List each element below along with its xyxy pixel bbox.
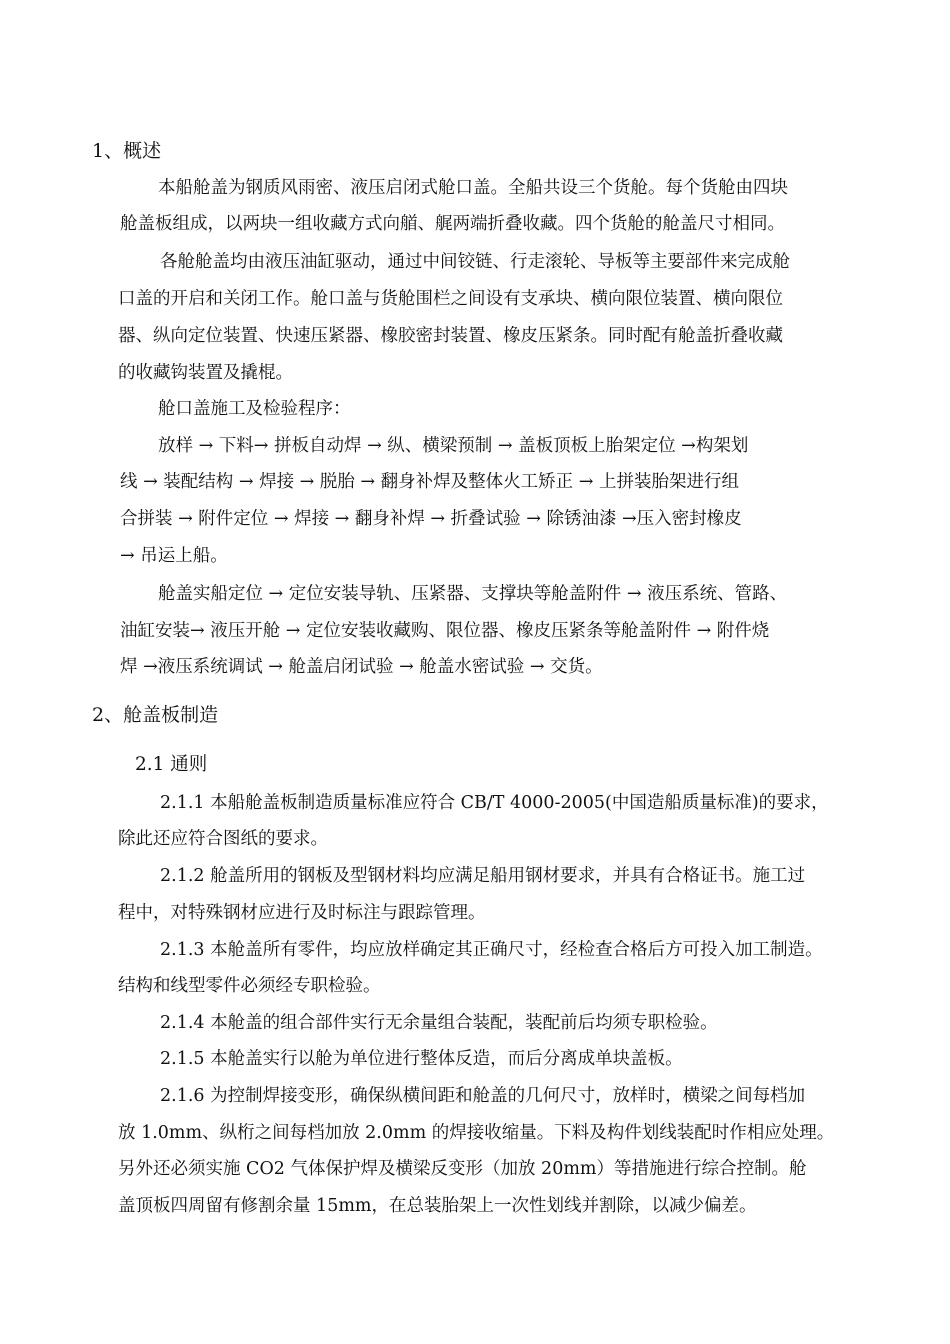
paragraph-line: 舱口盖施工及检验程序： [158,399,351,419]
paragraph-line: 2.1.5 本舱盖实行以舱为单位进行整体反造，而后分离成单块盖板。 [160,1049,683,1069]
process-flow-line: 线 → 装配结构 → 焊接 → 脱胎 → 翻身补焊及整体火工矫正 → 上拼装胎架进行组 [120,472,739,492]
paragraph-line: 另外还必须实施 CO2 气体保护焊及横梁反变形（加放 20mm）等措施进行综合控制。舱 [118,1159,807,1179]
paragraph-line: 2.1.2 舱盖所用的钢板及型钢材料均应满足船用钢材要求，并具有合格证书。施工过 [160,866,806,886]
paragraph-line: 结构和线型零件必须经专职检验。 [118,976,381,996]
paragraph-line: 2.1.6 为控制焊接变形，确保纵横间距和舱盖的几何尺寸，放样时，横梁之间每档加 [160,1086,806,1106]
paragraph-line: 2.1.3 本舱盖所有零件，均应放样确定其正确尺寸，经检查合格后方可投入加工制造。 [160,940,823,960]
paragraph-line: 器、纵向定位装置、快速压紧器、橡胶密封装置、橡皮压紧条。同时配有舱盖折叠收藏 [118,326,783,346]
subsection-2-1-heading: 2.1 通则 [135,754,208,775]
process-flow-line: 合拼装 → 附件定位 → 焊接 → 翻身补焊 → 折叠试验 → 除锈油漆 →压入密封橡皮 [120,509,742,529]
paragraph-line: 舱盖板组成，以两块一组收藏方式向艏、艉两端折叠收藏。四个货舱的舱盖尺寸相同。 [120,214,785,234]
paragraph-line: 本船舱盖为钢质风雨密、液压启闭式舱口盖。全船共设三个货舱。每个货舱由四块 [158,178,788,198]
process-flow-line: 放样 → 下料→ 拼板自动焊 → 纵、横梁预制 → 盖板顶板上胎架定位 →构架划 [158,436,749,456]
paragraph-line: 放 1.0mm、纵桁之间每档加放 2.0mm 的焊接收缩量。下料及构件划线装配时作相应处理。 [118,1123,835,1143]
process-flow-line: 油缸安装→ 液压开舱 → 定位安装收藏购、限位器、橡皮压紧条等舱盖附件 → 附件烧 [120,621,770,641]
paragraph-line: 除此还应符合图纸的要求。 [118,829,328,849]
paragraph-line: 盖顶板四周留有修割余量 15mm，在总装胎架上一次性划线并割除，以减少偏差。 [118,1196,757,1216]
paragraph-line: 口盖的开启和关闭工作。舱口盖与货舱围栏之间设有支承块、横向限位装置、横向限位 [118,289,783,309]
section-1-heading: 1、概述 [92,140,162,162]
process-flow-line: → 吊运上船。 [120,546,228,566]
paragraph-line: 2.1.4 本舱盖的组合部件实行无余量组合装配，装配前后均须专职检验。 [160,1013,718,1033]
section-2-heading: 2、舱盖板制造 [92,704,219,726]
paragraph-line: 的收藏钩装置及撬棍。 [118,363,293,383]
process-flow-line: 舱盖实船定位 → 定位安装导轨、压紧器、支撑块等舱盖附件 → 液压系统、管路、 [158,584,788,604]
paragraph-line: 2.1.1 本船舱盖板制造质量标准应符合 CB/T 4000-2005(中国造船质量标准)的要求， [160,793,829,813]
paragraph-line: 各舱舱盖均由液压油缸驱动，通过中间铰链、行走滚轮、导板等主要部件来完成舱 [160,252,790,272]
paragraph-line: 程中，对特殊钢材应进行及时标注与跟踪管理。 [118,903,486,923]
process-flow-line: 焊 →液压系统调试 → 舱盖启闭试验 → 舱盖水密试验 → 交货。 [120,657,603,677]
